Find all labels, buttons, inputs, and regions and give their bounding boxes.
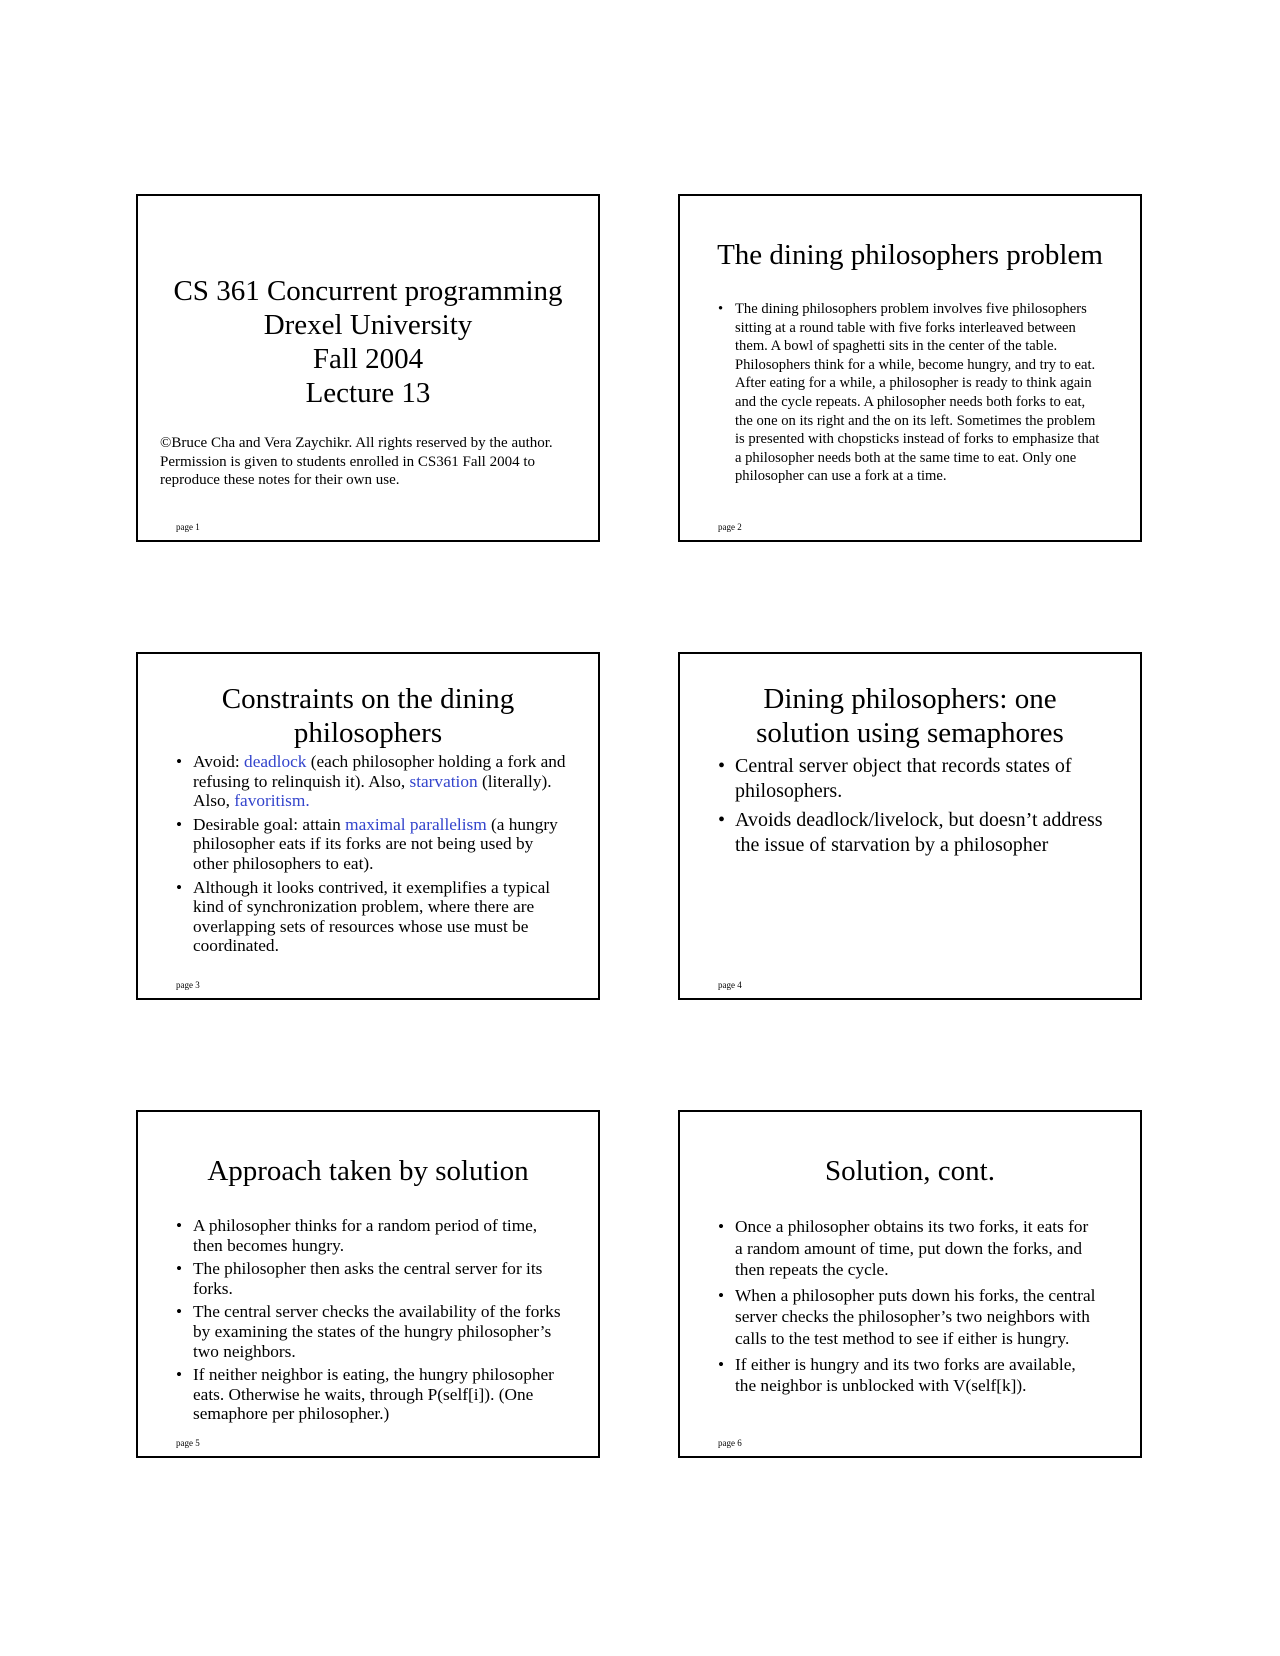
- page-number: page 1: [176, 522, 200, 532]
- keyword-starvation: starvation: [409, 771, 478, 791]
- slide-2: [678, 194, 1142, 542]
- bullet-text: Avoid:: [193, 752, 245, 771]
- slide-4: [678, 652, 1142, 1000]
- title-line: Fall 2004: [312, 343, 424, 375]
- copyright-notice: ©Bruce Cha and Vera Zaychikr. All rights reserved by the author. Permission is given to students enrolled in CS361 Fall 2004 to reproduce these notes for their own use.: [160, 435, 553, 488]
- slide-title: [680, 682, 1140, 750]
- bullet-list: [718, 300, 1104, 486]
- bullet-item: • Once a philosopher obtains its two forks, it eats for a random amount of time, put down the forks, and then repeats the cycle.: [718, 1216, 1100, 1281]
- slide-title: Solution, cont.: [825, 1155, 995, 1187]
- page-number: page 3: [176, 980, 200, 990]
- bullet-item: • The philosopher then asks the central server for its forks.: [176, 1259, 568, 1298]
- page-number: page 2: [718, 522, 742, 532]
- bullet-item: • A philosopher thinks for a random period of time, then becomes hungry.: [176, 1216, 568, 1255]
- bullet-item: • If neither neighbor is eating, the hungry philosopher eats. Otherwise he waits, through P(self[i]). (One semaphore per philosopher.): [176, 1365, 568, 1424]
- slide-6: [678, 1110, 1142, 1458]
- title-line: CS 361 Concurrent programming: [173, 275, 563, 307]
- bullet-item: • The dining philosophers problem involves five philosophers sitting at a round table with five forks interleaved between them. A bowl of spaghetti sits in the center of the table. Philosophers think for a while, become hungry, and try to eat. After eating for a while, a philosopher is ready to think again and the cycle repeats. A philosopher needs both forks to eat, the one on its right and the on its left. Sometimes the problem is presented with chopsticks instead of forks to emphasize that a philosopher needs both at the same time to eat. Only one philosopher can use a fork at a time.: [718, 300, 1104, 486]
- slide-title: Approach taken by solution: [207, 1155, 529, 1187]
- title-line: solution using semaphores: [756, 717, 1064, 749]
- keyword-deadlock: deadlock: [244, 752, 307, 771]
- title-line: Dining philosophers: one: [763, 683, 1057, 715]
- slide-5: [136, 1110, 600, 1458]
- bullet-list: [176, 1216, 568, 1428]
- bullet-text: (each philosopher holding a fork and refusing to relinquish it). Also,: [193, 752, 566, 791]
- slide-3: [136, 652, 600, 1000]
- title-line: Constraints on the dining: [221, 683, 515, 715]
- bullet-item: • When a philosopher puts down his forks, the central server checks the philosopher’s two neighbors with calls to the test method to see if either is hungry.: [718, 1285, 1100, 1350]
- bullet-text: Desirable goal: attain: [193, 814, 346, 834]
- bullet-text: (a hungry philosopher eats if its forks are not being used by other philosophers to eat).: [193, 814, 558, 873]
- page-number: page 5: [176, 1438, 200, 1448]
- bullet-item: [176, 815, 568, 874]
- bullet-list: [718, 1216, 1100, 1401]
- bullet-list: [718, 754, 1110, 862]
- page-number: page 4: [718, 980, 742, 990]
- bullet-item: • Avoids deadlock/livelock, but doesn’t address the issue of starvation by a philosopher: [718, 808, 1110, 858]
- bullet-item: • The central server checks the availability of the forks by examining the states of the hungry philosopher’s two neighbors.: [176, 1302, 568, 1361]
- slide-title: The dining philosophers problem: [717, 239, 1103, 271]
- keyword-maximal-parallelism: maximal parallelism: [345, 814, 487, 834]
- bullet-list: [176, 752, 568, 960]
- slide-title: [138, 682, 598, 750]
- title-line: philosophers: [293, 717, 443, 749]
- slide-title: [138, 274, 598, 410]
- bullet-item: • Central server object that records states of philosophers.: [718, 754, 1110, 804]
- slide-1: [136, 194, 600, 542]
- bullet-item: • Although it looks contrived, it exemplifies a typical kind of synchronization problem, where there are overlapping sets of resources whose use must be coordinated.: [176, 878, 568, 956]
- keyword-favoritism: favoritism.: [234, 791, 310, 811]
- title-line: Lecture 13: [305, 377, 431, 409]
- bullet-text: (literally). Also,: [193, 771, 552, 811]
- title-line: Drexel University: [263, 309, 473, 341]
- bullet-item: • If either is hungry and its two forks are available, the neighbor is unblocked with V(self[k]).: [718, 1354, 1100, 1397]
- page-number: page 6: [718, 1438, 742, 1448]
- bullet-item: [176, 752, 568, 811]
